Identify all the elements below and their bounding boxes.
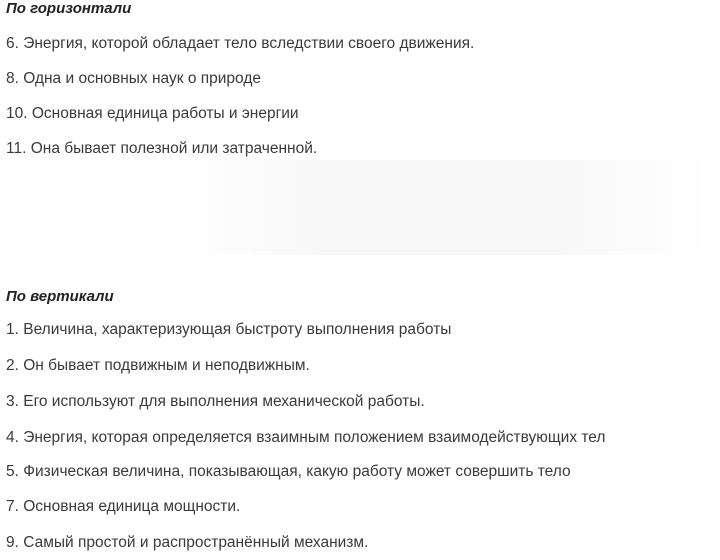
- horizontal-clue-8: 8. Одна и основных наук о природе: [6, 70, 261, 87]
- vertical-clue-7: 7. Основная единица мощности.: [6, 498, 241, 515]
- vertical-clue-2: 2. Он бывает подвижным и неподвижным.: [6, 357, 310, 374]
- horizontal-heading: По горизонтали: [6, 0, 132, 17]
- horizontal-clue-10: 10. Основная единица работы и энергии: [6, 105, 299, 122]
- vertical-clue-3: 3. Его используют для выполнения механической работы.: [6, 393, 425, 410]
- vertical-clue-4: 4. Энергия, которая определяется взаимным положением взаимодействующих тел: [6, 429, 606, 446]
- faint-background-block: [170, 160, 710, 255]
- vertical-heading: По вертикали: [6, 288, 114, 305]
- horizontal-clue-6: 6. Энергия, которой обладает тело вследствии своего движения.: [6, 35, 475, 52]
- vertical-clue-5: 5. Физическая величина, показывающая, какую работу может совершить тело: [6, 463, 571, 480]
- horizontal-clue-11: 11. Она бывает полезной или затраченной.: [6, 140, 318, 157]
- vertical-clue-9: 9. Самый простой и распространённый механизм.: [6, 534, 369, 551]
- vertical-clue-1: 1. Величина, характеризующая быстроту выполнения работы: [6, 321, 452, 338]
